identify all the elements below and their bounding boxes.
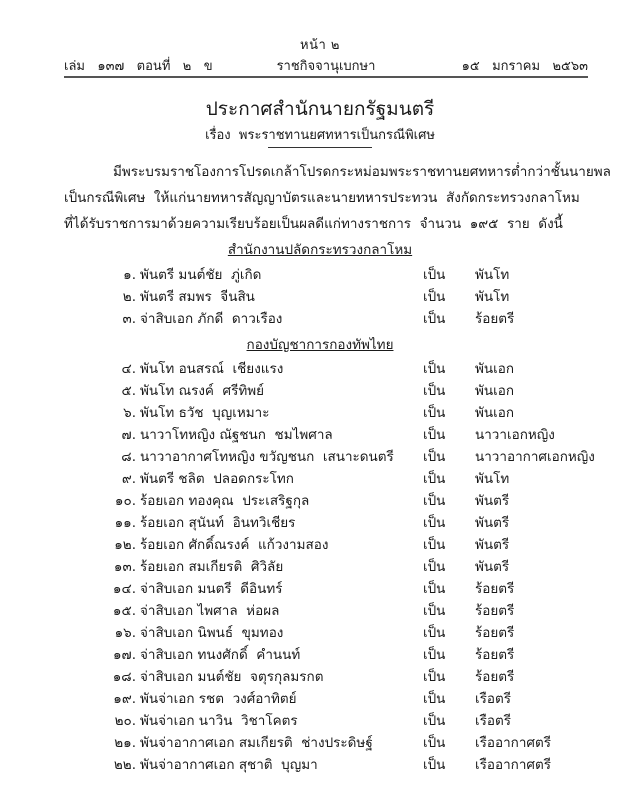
list-item [0, 423, 640, 445]
entry-connector: เป็น [423, 537, 446, 553]
entry-number: ๑๒. [114, 537, 136, 553]
entry-connector: เป็น [423, 383, 446, 399]
header-divider [64, 76, 588, 78]
section-heading: สำนักงานปลัดกระทรวงกลาโหม [227, 242, 413, 258]
entry-connector: เป็น [423, 493, 446, 509]
list-item [0, 379, 640, 401]
list-item [0, 489, 640, 511]
entry-number: ๑๕. [112, 603, 136, 619]
entry-number: ๑๔. [112, 581, 136, 597]
entry-number: ๒๑. [114, 735, 136, 751]
entry-connector: เป็น [423, 603, 446, 619]
entry-connector: เป็น [423, 691, 446, 707]
entry-number: ๑๗. [112, 647, 136, 663]
entry-name: พันตรี สมพร จีนสิน [140, 289, 255, 305]
entry-name: จ่าสิบเอก ทนงศักดิ์ คำนนท์ [140, 647, 301, 663]
entry-connector: เป็น [423, 647, 446, 663]
entry-rank: ร้อยตรี [475, 647, 515, 663]
entry-rank: ร้อยตรี [475, 669, 515, 685]
entry-number: ๘. [121, 449, 136, 465]
list-item [0, 511, 640, 533]
entry-name: พันจ่าอากาศเอก สมเกียรติ ช่างประดิษฐ์ [140, 735, 373, 751]
entry-name: จ่าสิบเอก มนตรี ดีอินทร์ [140, 581, 283, 597]
entry-number: ๖. [123, 405, 136, 421]
gazette-header [64, 55, 588, 75]
list-item [0, 357, 640, 379]
entry-rank: พันโท [475, 471, 510, 487]
list-item [0, 599, 640, 621]
entry-name: พันจ่าเอก นาวิน วิชาโคตร [140, 713, 298, 729]
entry-connector: เป็น [423, 405, 446, 421]
entry-connector: เป็น [423, 515, 446, 531]
entry-connector: เป็น [423, 289, 446, 305]
document-title: ประกาศสำนักนายกรัฐมนตรี [205, 98, 435, 120]
entry-name: พันตรี มนต์ชัย ภู่เกิด [140, 267, 262, 283]
entry-connector: เป็น [423, 267, 446, 283]
entry-name: พันจ่าอากาศเอก สุชาติ บุญมา [140, 757, 318, 773]
entry-connector: เป็น [423, 625, 446, 641]
list-item [0, 621, 640, 643]
list-item [0, 665, 640, 687]
entry-number: ๒๐. [114, 713, 136, 729]
volume-issue: เล่ม ๑๓๗ ตอนที่ ๒ ข [64, 59, 213, 74]
entry-name: ร้อยเอก สุนันท์ อินทวิเชียร [140, 515, 296, 531]
list-item [0, 445, 640, 467]
entry-connector: เป็น [423, 559, 446, 575]
entry-rank: ร้อยตรี [475, 625, 515, 641]
entry-number: ๑. [123, 267, 136, 283]
entry-name: พันโท อนสรณ์ เชียงแรง [140, 361, 284, 377]
entry-name: พันโท ธวัช บุญเหมาะ [140, 405, 270, 421]
entry-connector: เป็น [423, 757, 446, 773]
entry-rank: เรือตรี [475, 691, 511, 707]
entry-connector: เป็น [423, 311, 446, 327]
list-item [0, 401, 640, 423]
entry-rank: เรือตรี [475, 713, 511, 729]
publication-date: ๑๕ มกราคม ๒๕๖๓ [461, 59, 588, 74]
entry-rank: พันตรี [475, 493, 510, 509]
entry-number: ๔. [121, 361, 136, 377]
title-divider [268, 147, 372, 148]
entry-rank: พันเอก [475, 383, 515, 399]
entry-rank: เรืออากาศตรี [475, 757, 552, 773]
entry-rank: พันตรี [475, 537, 510, 553]
entry-rank: ร้อยตรี [475, 603, 515, 619]
entry-number: ๓. [122, 311, 136, 327]
entry-name: จ่าสิบเอก ไพศาล ห่อผล [140, 603, 280, 619]
entry-number: ๒๒. [113, 757, 136, 773]
entry-number: ๑๘. [112, 669, 136, 685]
publication-name: ราชกิจจานุเบกษา [276, 59, 376, 74]
entry-rank: นาวาเอกหญิง [475, 427, 555, 443]
document-subject: เรื่อง พระราชทานยศทหารเป็นกรณีพิเศษ [205, 128, 435, 143]
list-item [0, 285, 640, 307]
entry-rank: นาวาอากาศเอกหญิง [475, 449, 595, 465]
entry-number: ๕. [121, 383, 136, 399]
entry-connector: เป็น [423, 669, 446, 685]
entry-name: นาวาโทหญิง ณัฐชนก ชมไพศาล [140, 427, 333, 443]
entry-name: ร้อยเอก สมเกียรติ ศิวิลัย [140, 559, 284, 575]
entry-connector: เป็น [423, 471, 446, 487]
entry-rank: พันตรี [475, 515, 510, 531]
list-item [0, 555, 640, 577]
entry-connector: เป็น [423, 581, 446, 597]
list-item [0, 263, 640, 285]
entry-rank: พันเอก [475, 361, 515, 377]
intro-paragraph-line-2: เป็นกรณีพิเศษ ให้แก่นายทหารสัญญาบัตรและนายทหารประทวน สังกัดกระทรวงกลาโหม [64, 190, 580, 206]
list-item [0, 467, 640, 489]
entry-number: ๒. [122, 289, 136, 305]
entry-name: จ่าสิบเอก มนต์ชัย จตุรกุลมรกต [140, 669, 324, 685]
entry-rank: พันเอก [475, 405, 515, 421]
entry-name: ร้อยเอก ศักดิ์ณรงค์ แก้วงามสอง [140, 537, 329, 553]
entry-number: ๑๖. [114, 625, 136, 641]
entry-connector: เป็น [423, 427, 446, 443]
entry-number: ๗. [121, 427, 136, 443]
entry-rank: ร้อยตรี [475, 581, 515, 597]
entry-name: จ่าสิบเอก ภักดี ดาวเรือง [140, 311, 283, 327]
entry-rank: พันโท [475, 289, 510, 305]
list-item [0, 709, 640, 731]
entry-number: ๑๓. [113, 559, 136, 575]
list-item [0, 731, 640, 753]
list-item [0, 643, 640, 665]
entry-name: ร้อยเอก ทองคุณ ประเสริฐกุล [140, 493, 310, 509]
list-item [0, 533, 640, 555]
intro-paragraph-line-1: มีพระบรมราชโองการโปรดเกล้าโปรดกระหม่อมพระราชทานยศทหารต่ำกว่าชั้นนายพล [113, 164, 611, 180]
entry-connector: เป็น [423, 735, 446, 751]
list-item [0, 577, 640, 599]
intro-paragraph-line-3: ที่ได้รับราชการมาด้วยความเรียบร้อยเป็นผลดีแก่ทางราชการ จำนวน ๑๙๕ ราย ดังนี้ [64, 216, 563, 232]
entry-rank: ร้อยตรี [475, 311, 515, 327]
entry-number: ๙. [121, 471, 136, 487]
entry-number: ๑๐. [114, 493, 136, 509]
list-item [0, 687, 640, 709]
entry-name: พันจ่าเอก รชต วงศ์อาทิตย์ [140, 691, 297, 707]
entry-connector: เป็น [423, 449, 446, 465]
entry-rank: พันตรี [475, 559, 510, 575]
entry-rank: พันโท [475, 267, 510, 283]
page-number: หน้า ๒ [300, 38, 340, 53]
entry-name: นาวาอากาศโทหญิง ขวัญชนก เสนาะดนตรี [140, 449, 394, 465]
entry-name: จ่าสิบเอก นิพนธ์ ขุมทอง [140, 625, 284, 641]
section-heading: กองบัญชาการกองทัพไทย [246, 337, 394, 353]
entry-rank: เรืออากาศตรี [475, 735, 552, 751]
list-item [0, 307, 640, 329]
list-item [0, 753, 640, 775]
entry-name: พันโท ณรงค์ ศรีทิพย์ [140, 383, 265, 399]
entry-connector: เป็น [423, 713, 446, 729]
entry-number: ๑๙. [113, 691, 136, 707]
entry-connector: เป็น [423, 361, 446, 377]
entry-number: ๑๑. [114, 515, 136, 531]
entry-name: พันตรี ชลิต ปลอดกระโทก [140, 471, 294, 487]
